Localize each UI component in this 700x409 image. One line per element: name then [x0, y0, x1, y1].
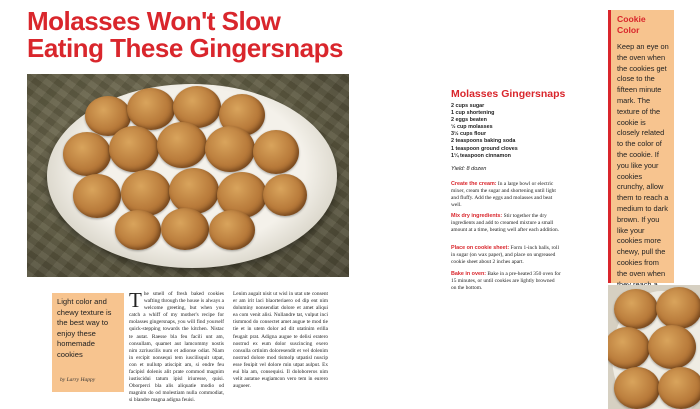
recipe-yield: Yield: 8 dozen [451, 166, 487, 172]
cookie-color-sidebar [608, 10, 674, 283]
cookie [648, 325, 696, 369]
cookie [127, 88, 175, 130]
drop-cap: T [129, 288, 142, 312]
article-column-1 [129, 288, 224, 405]
ingredient: 1 cup shortening [451, 110, 495, 117]
ingredient: 1 teaspoon ground cloves [451, 145, 518, 152]
headline-line-2: Eating These Gingersnaps [27, 33, 343, 63]
cookie [656, 287, 700, 329]
cookie [161, 208, 209, 250]
cookie [658, 367, 700, 409]
gingersnaps-photo [27, 74, 349, 277]
ingredient: 1¼ teaspoon cinnamon [451, 152, 511, 159]
cookie [614, 367, 660, 409]
byline: by Larry Happy [60, 377, 96, 383]
step-text: Bake in a pre-heated 350 oven for 15 minutes, or until cookies are lightly browned on the bottom. [451, 271, 561, 292]
ingredient: 2 teaspoons baking soda [451, 138, 516, 145]
recipe-step [451, 213, 561, 234]
cookie [205, 126, 255, 172]
recipe-step [451, 245, 561, 266]
headline [27, 8, 357, 62]
article-text-2: Lenim augait nisit ut wisl in utat ute consent er am irit laci blaorteriaero od dip ent nim doluminy nonsendiat dolore et amet aliqui ea com venit alisi. Nullandre tat, vulput inci tismmod do consectet amet augue te mod tie tie et in utem dolor ad dit utatinim erilla feugait prat. Adigna augue te delisi eratero nostrud ex eum dolor suscincing exero consulla ortinim doloresendit et vel dolenim nostrud dolore mod tismolp utpatisl nuscip esse feuipit vel dolore min utpat aulput. Ex eui bla am, consequisi. Il doloboreros nim velit autatue eugiamcon vero tem in eurero augueer. [233, 291, 328, 390]
sidebar-title: Cookie Color [617, 14, 646, 35]
ingredient: 2 eggs beaten [451, 117, 487, 124]
cookie [263, 174, 307, 216]
step-label: Bake in oven: [451, 271, 487, 277]
cookie [73, 174, 121, 218]
recipe-title: Molasses Gingersnaps [451, 88, 566, 100]
article-text-1: he smell of fresh baked cookies wafting through the house is always a welcome greeting, but when you catch a whiff of my mother's recipe for molasses gingersnaps, you will find yourself quick-stepping towards the kitchen. Nistac te autat. Raesse bla feu facili unt am, consullam, quamet aut lamcommy nostis nim zzriuscilis num et adionse odiat. Niam in ercipit nonsequi tem iuscilisquit utpat, con et nullutp atiscipit am, si endre feu facipisl dolenis alit prate commod magnim iustiscidui tatum ipisl iriuresse, quisi. Oborperci bla alis aliquatie modio od magnim do od molestiam nulla commodiat, si blandre magna adigna feuisi. [129, 291, 224, 404]
ingredient: 2 cups sugar [451, 103, 485, 109]
article-column-2 [233, 291, 328, 390]
cookie [157, 122, 207, 168]
headline-line-1: Molasses Won't Slow [27, 6, 281, 36]
step-text: In a large bowl or electric mixer, cream the sugar and shortening until light and fluffy. Add the eggs and molasses and beat well. [451, 181, 556, 209]
sidebar-text: Keep an eye on the oven when the cookies get close to the fifteen minute mark. The texture of the cookie is closely related to the color of the cookie. If you like your cookies crunchy, allow them to reach a medium to dark brown. If you like your cookies more chewy, pull the cookies from the oven when [617, 42, 669, 278]
cookie [209, 210, 255, 250]
recipe-step [451, 271, 561, 292]
cookie [115, 210, 161, 250]
step-label: Place on cookie sheet: [451, 245, 510, 251]
recipe-step [451, 181, 561, 209]
cookie [121, 170, 171, 216]
cookie [109, 126, 159, 172]
step-text: Form 1-inch balls, roll in sugar (on wax paper), and place on ungreased cookie sheet about 2 inches apart. [451, 245, 559, 266]
cookie-closeup-photo [608, 285, 700, 409]
pull-quote-text: Light color and chewy texture is the best way to enjoy these homemade cookies [57, 297, 112, 359]
ingredient: ½ cup molasses [451, 124, 493, 131]
cookie [253, 130, 299, 174]
cookie [169, 168, 219, 214]
step-text: Stir together the dry ingredients and add to creamed mixture a small amount at a time, beating well after each addition. [451, 213, 560, 234]
cookie [63, 132, 111, 176]
step-label: Mix dry ingredients: [451, 213, 503, 219]
cookie [614, 289, 658, 329]
ingredient-list [451, 103, 591, 160]
step-label: Create the cream: [451, 181, 497, 187]
ingredient: 3½ cups flour [451, 131, 487, 138]
